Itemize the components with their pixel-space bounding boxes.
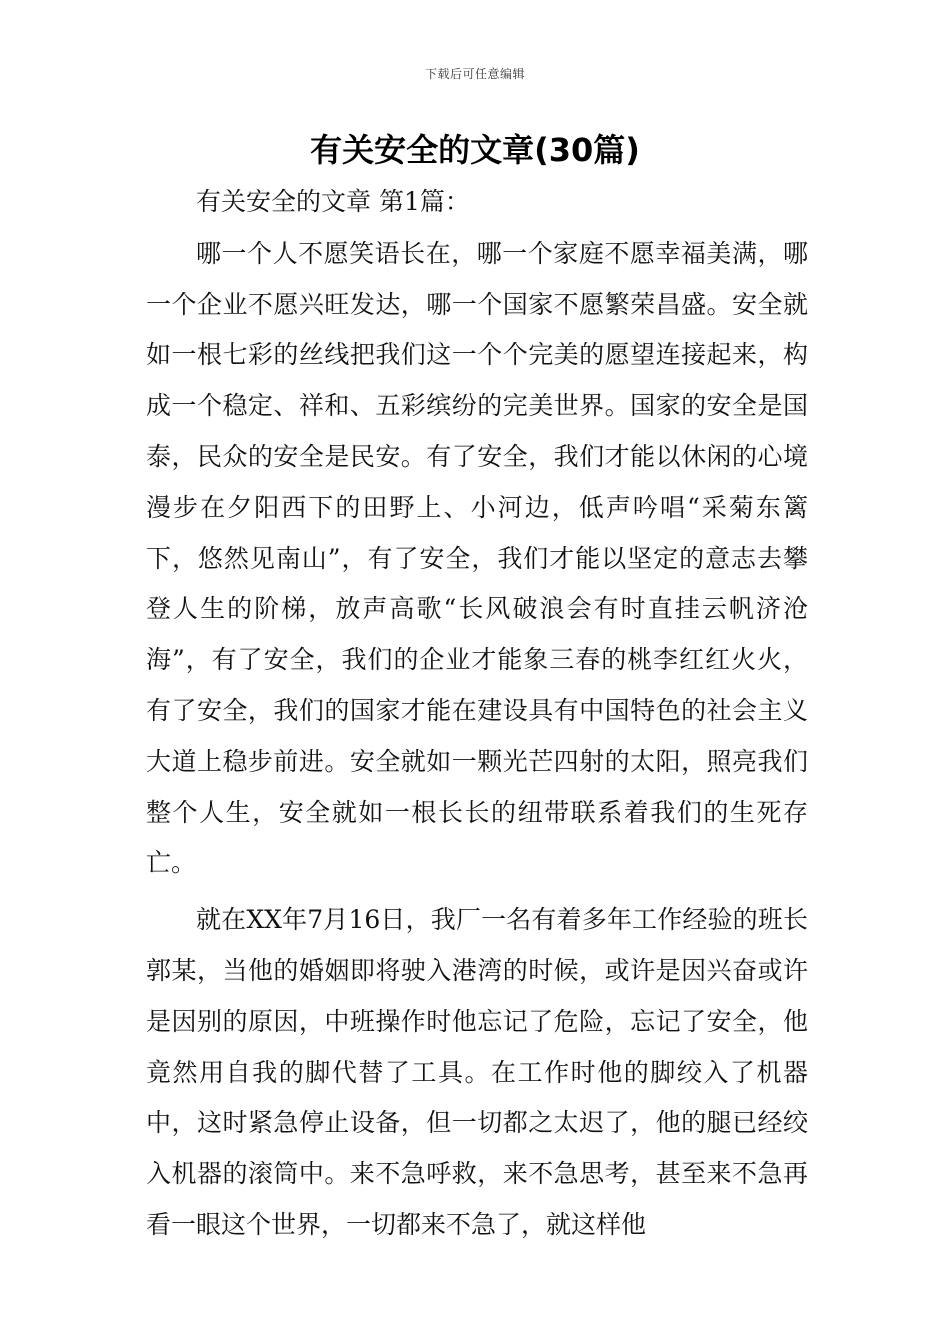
document-body: [146, 177, 808, 1251]
body-paragraph-1: 哪一个人不愿笑语长在，哪一个家庭不愿幸福美满，哪一个企业不愿兴旺发达，哪一个国家不愿繁荣昌盛。安全就如一根七彩的丝线把我们这一个个完美的愿望连接起来，构成一个稳定、祥和、五彩缤纷的完美世界。国家的安全是国泰，民众的安全是民安。有了安全，我们才能以休闲的心境漫步在夕阳西下的田野上、小河边，低声吟唱“采菊东篱下，悠然见南山”，有了安全，我们才能以坚定的意志去攀登人生的阶梯，放声高歌“长风破浪会有时直挂云帆济沧海”，有了安全，我们的企业才能象三春的桃李红红火火，有了安全，我们的国家才能在建设具有中国特色的社会主义大道上稳步前进。安全就如一颗光芒四射的太阳，照亮我们整个人生，安全就如一根长长的纽带联系着我们的生死存亡。: [146, 238, 808, 878]
body-paragraph-2: 就在XX年7月16日，我厂一名有着多年工作经验的班长郭某，当他的婚姻即将驶入港湾的时候，或许是因兴奋或许是因别的原因，中班操作时他忘记了危险，忘记了安全，他竟然用自我的脚代替了工具。在工作时他的脚绞入了机器中，这时紧急停止设备，但一切都之太迟了，他的腿已经绞入机器的滚筒中。来不急呼救，来不急思考，甚至来不急再看一眼这个世界，一切都来不急了，就这样他: [146, 905, 808, 1239]
document-title: 有关安全的文章(30篇): [310, 131, 640, 169]
header-note: 下载后可任意编辑: [424, 67, 525, 81]
section-subheading: 有关安全的文章 第1篇：: [196, 187, 470, 216]
